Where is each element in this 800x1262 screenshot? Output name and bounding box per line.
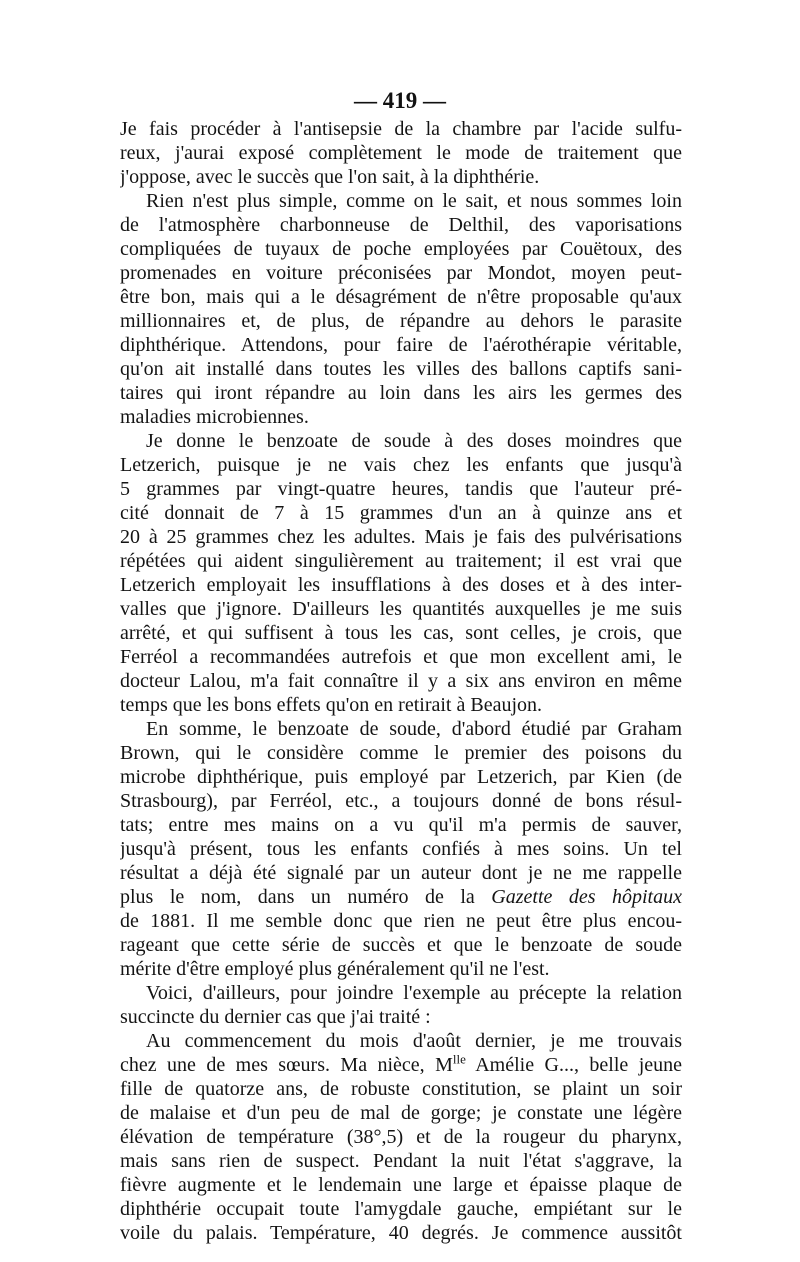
italic-journal-title: Gazette des hôpitaux — [491, 886, 682, 908]
text-line — [120, 1221, 682, 1245]
text-line-content: microbe diphthérique, puis employé par Letzerich, par Kien (de — [120, 766, 682, 788]
text-line — [120, 1005, 682, 1029]
text-line — [120, 477, 682, 501]
text-line — [120, 189, 682, 213]
text-line — [120, 957, 682, 981]
text-line — [120, 1149, 682, 1173]
text-line — [120, 885, 682, 909]
text-line — [120, 981, 682, 1005]
text-line — [120, 813, 682, 837]
text-line — [120, 261, 682, 285]
text-line — [120, 405, 682, 429]
text-line-content: compliquées de tuyaux de poche employées par Couëtoux, des — [120, 238, 682, 260]
text-line — [120, 285, 682, 309]
text-line-content: 20 à 25 grammes chez les adultes. Mais je fais des pulvérisations — [120, 526, 682, 548]
text-line-content: j'oppose, avec le succès que l'on sait, à la diphthérie. — [120, 166, 540, 188]
text-line — [120, 1029, 682, 1053]
text-line — [120, 693, 682, 717]
text-line-content: promenades en voiture préconisées par Mondot, moyen peut- — [120, 262, 682, 284]
text-line-content: Brown, qui le considère comme le premier des poisons du — [120, 742, 682, 764]
text-line-content: qu'on ait installé dans toutes les villes des ballons captifs sani- — [120, 358, 682, 380]
text-line-content: Rien n'est plus simple, comme on le sait, et nous sommes loin — [146, 190, 682, 212]
text-line-content: En somme, le benzoate de soude, d'abord étudié par Graham — [146, 718, 682, 740]
text-line-content: temps que les bons effets qu'on en retirait à Beaujon. — [120, 694, 543, 716]
text-line — [120, 357, 682, 381]
text-line-content: Voici, d'ailleurs, pour joindre l'exemple au précepte la relation — [146, 982, 682, 1004]
text-line-content: être bon, mais qui a le désagrément de n'être proposable qu'aux — [120, 286, 682, 308]
text-line — [120, 381, 682, 405]
text-line — [120, 429, 682, 453]
text-line — [120, 117, 682, 141]
text-line-content: arrêté, et qui suffisent à tous les cas, sont celles, je crois, que — [120, 622, 682, 644]
text-line-content: taires qui iront répandre au loin dans les airs les germes des — [120, 382, 682, 404]
text-line-content: voile du palais. Température, 40 degrés. Je commence aussitôt — [120, 1222, 682, 1244]
text-line-content: rageant que cette série de succès et que le benzoate de soude — [120, 934, 682, 956]
superscript-abbreviation: lle — [452, 1053, 466, 1067]
text-line — [120, 597, 682, 621]
text-line — [120, 165, 682, 189]
text-line-content: maladies microbiennes. — [120, 406, 309, 428]
text-line-content: tats; entre mes mains on a vu qu'il m'a permis de sauver, — [120, 814, 682, 836]
text-line-content: Je donne le benzoate de soude à des doses moindres que — [146, 430, 682, 452]
text-line — [120, 765, 682, 789]
text-line — [120, 837, 682, 861]
text-line-content: élévation de température (38°,5) et de la rougeur du pharynx, — [120, 1126, 682, 1148]
text-line-content: fièvre augmente et le lendemain une large et épaisse plaque de — [120, 1174, 682, 1196]
text-line-content: de malaise et d'un peu de mal de gorge; je constate une légère — [120, 1102, 682, 1124]
text-line — [120, 213, 682, 237]
text-line-content: Strasbourg), par Ferréol, etc., a toujours donné de bons résul- — [120, 790, 682, 812]
text-line-content: succincte du dernier cas que j'ai traité : — [120, 1006, 431, 1028]
text-line — [120, 717, 682, 741]
text-line — [120, 333, 682, 357]
text-line — [120, 453, 682, 477]
text-line — [120, 1125, 682, 1149]
text-line-content: mérite d'être employé plus généralement qu'il ne l'est. — [120, 958, 550, 980]
text-line-content: docteur Lalou, m'a fait connaître il y a six ans environ en même — [120, 670, 682, 692]
text-line — [120, 1053, 682, 1077]
text-line — [120, 645, 682, 669]
text-line-content: 5 grammes par vingt-quatre heures, tandis que l'auteur pré- — [120, 478, 682, 500]
text-line — [120, 1077, 682, 1101]
text-line-content: Au commencement du mois d'août dernier, je me trouvais — [146, 1030, 682, 1052]
text-line — [120, 1197, 682, 1221]
text-line-content: Letzerich employait les insufflations à des doses et à des inter- — [120, 574, 682, 596]
text-line — [120, 525, 682, 549]
text-line — [120, 501, 682, 525]
text-line-content: Ferréol a recommandées autrefois et que mon excellent ami, le — [120, 646, 682, 668]
text-line — [120, 237, 682, 261]
text-line-content: valles que j'ignore. D'ailleurs les quantités auxquelles je me suis — [120, 598, 682, 620]
text-line-content: jusqu'à présent, tous les enfants confiés à mes soins. Un tel — [120, 838, 682, 860]
text-line — [120, 141, 682, 165]
text-line-content: fille de quatorze ans, de robuste constitution, se plaint un soir — [120, 1078, 682, 1100]
text-line-continuation: Amélie G..., belle jeune — [465, 1054, 682, 1076]
text-line-content: résultat a déjà été signalé par un auteur dont je ne me rappelle — [120, 862, 682, 884]
text-line — [120, 861, 682, 885]
text-line — [120, 573, 682, 597]
text-line — [120, 741, 682, 765]
text-line — [120, 309, 682, 333]
text-line-content: millionnaires et, de plus, de répandre au dehors le parasite — [120, 310, 682, 332]
text-line-content: Letzerich, puisque je ne vais chez les enfants que jusqu'à — [120, 454, 682, 476]
body-text — [120, 117, 682, 1245]
text-line — [120, 909, 682, 933]
text-line — [120, 933, 682, 957]
text-line-content: cité donnait de 7 à 15 grammes d'un an à quinze ans et — [120, 502, 682, 524]
text-line-content: mais sans rien de suspect. Pendant la nuit l'état s'aggrave, la — [120, 1150, 682, 1172]
text-line-content: diphthérie occupait toute l'amygdale gauche, empiétant sur le — [120, 1198, 682, 1220]
text-line — [120, 789, 682, 813]
text-line — [120, 669, 682, 693]
text-line-content: de 1881. Il me semble donc que rien ne peut être plus encou- — [120, 910, 682, 932]
text-line-content: reux, j'aurai exposé complètement le mode de traitement que — [120, 142, 682, 164]
text-line — [120, 1101, 682, 1125]
text-line-content: plus le nom, dans un numéro de la — [120, 886, 492, 908]
text-line-content: répétées qui aident singulièrement au traitement; il est vrai que — [120, 550, 682, 572]
text-line-content: de l'atmosphère charbonneuse de Delthil, des vaporisations — [120, 214, 682, 236]
text-line — [120, 1173, 682, 1197]
text-line-content: Je fais procéder à l'antisepsie de la chambre par l'acide sulfu- — [120, 118, 682, 140]
page-number: — 419 — — [354, 88, 446, 113]
text-line-content: diphthérique. Attendons, pour faire de l'aérothérapie véritable, — [120, 334, 682, 356]
text-line — [120, 621, 682, 645]
text-line — [120, 549, 682, 573]
text-line-content: chez une de mes sœurs. Ma nièce, M — [120, 1054, 453, 1076]
